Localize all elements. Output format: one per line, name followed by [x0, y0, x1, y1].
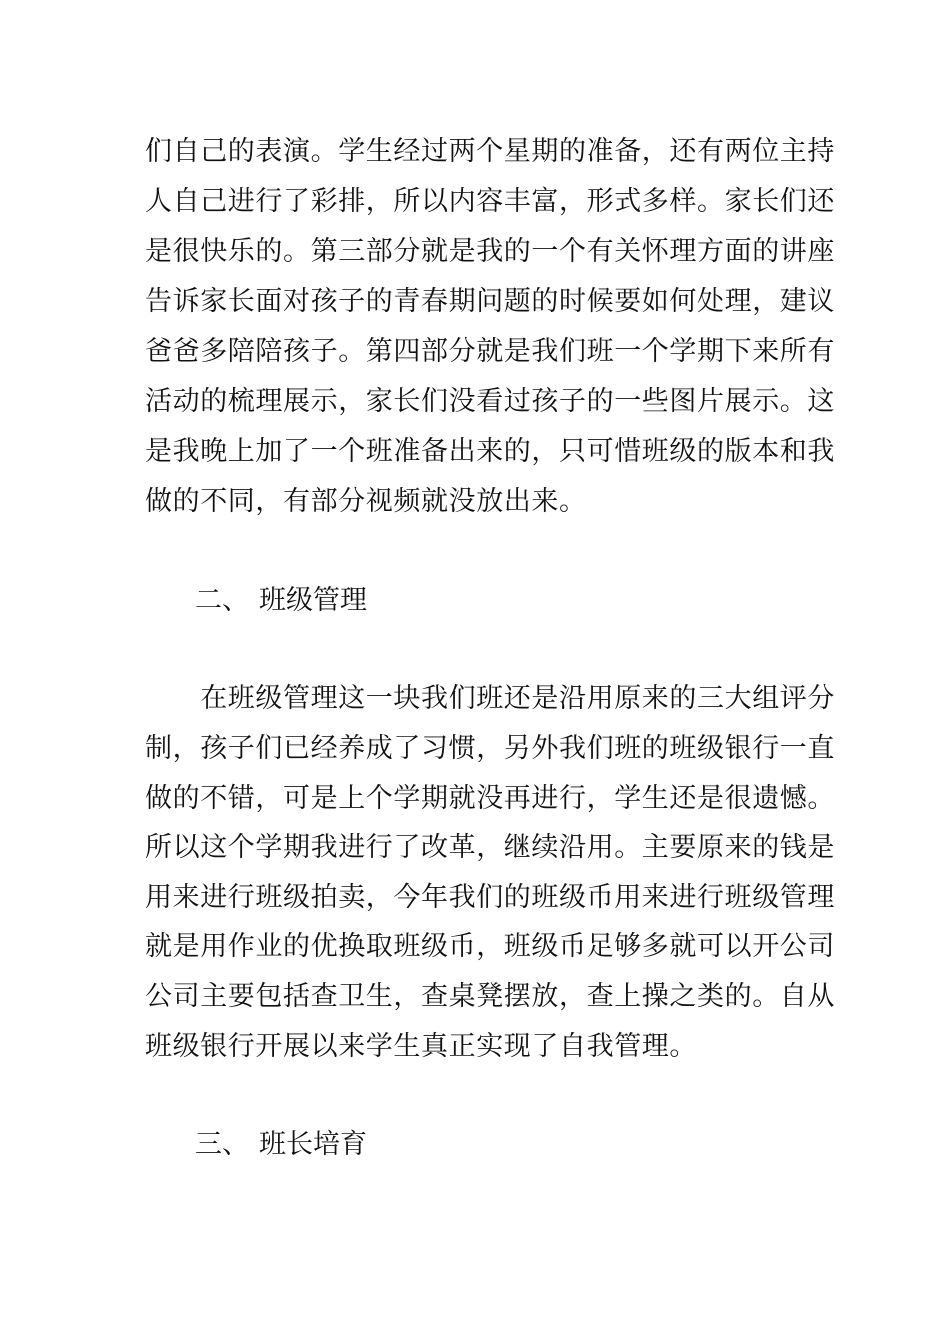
paragraph-line: 们自己的表演。学生经过两个星期的准备，还有两位主持 — [145, 136, 835, 167]
paragraph-line: 所以这个学期我进行了改革，继续沿用。主要原来的钱是 — [145, 832, 835, 863]
section-heading-3 — [195, 1127, 367, 1163]
paragraph-line: 活动的梳理展示，家长们没看过孩子的一些图片展示。这 — [145, 386, 835, 417]
paragraph-line: 是很快乐的。第三部分就是我的一个有关怀理方面的讲座 — [145, 236, 835, 267]
paragraph-line: 人自己进行了彩排，所以内容丰富，形式多样。家长们还 — [145, 186, 835, 217]
paragraph-line: 用来进行班级拍卖，今年我们的班级币用来进行班级管理 — [145, 882, 835, 913]
paragraph-line: 爸爸多陪陪孩子。第四部分就是我们班一个学期下来所有 — [145, 336, 835, 367]
paragraph-line: 就是用作业的优换取班级币，班级币足够多就可以开公司 — [145, 931, 835, 962]
paragraph-line: 公司主要包括查卫生，查桌凳摆放，查上操之类的。自从 — [145, 981, 835, 1012]
paragraph-line: 是我晚上加了一个班准备出来的，只可惜班级的版本和我 — [145, 436, 835, 467]
paragraph-line: 班级银行开展以来学生真正实现了自我管理。 — [145, 1031, 697, 1062]
paragraph-line: 做的不错，可是上个学期就没再进行，学生还是很遗憾。 — [145, 783, 835, 814]
section-number: 三、 — [195, 1129, 249, 1160]
paragraph-line: 做的不同，有部分视频就没放出来。 — [145, 486, 587, 517]
section-title: 班级管理 — [259, 585, 367, 616]
section-heading-2 — [195, 583, 367, 619]
paragraph-line: 告诉家长面对孩子的青春期问题的时候要如何处理，建议 — [145, 286, 835, 317]
paragraph-line: 在班级管理这一块我们班还是沿用原来的三大组评分 — [145, 683, 835, 714]
paragraph-line: 制，孩子们已经养成了习惯，另外我们班的班级银行一直 — [145, 733, 835, 764]
section-number: 二、 — [195, 585, 249, 616]
section-title: 班长培育 — [259, 1129, 367, 1160]
